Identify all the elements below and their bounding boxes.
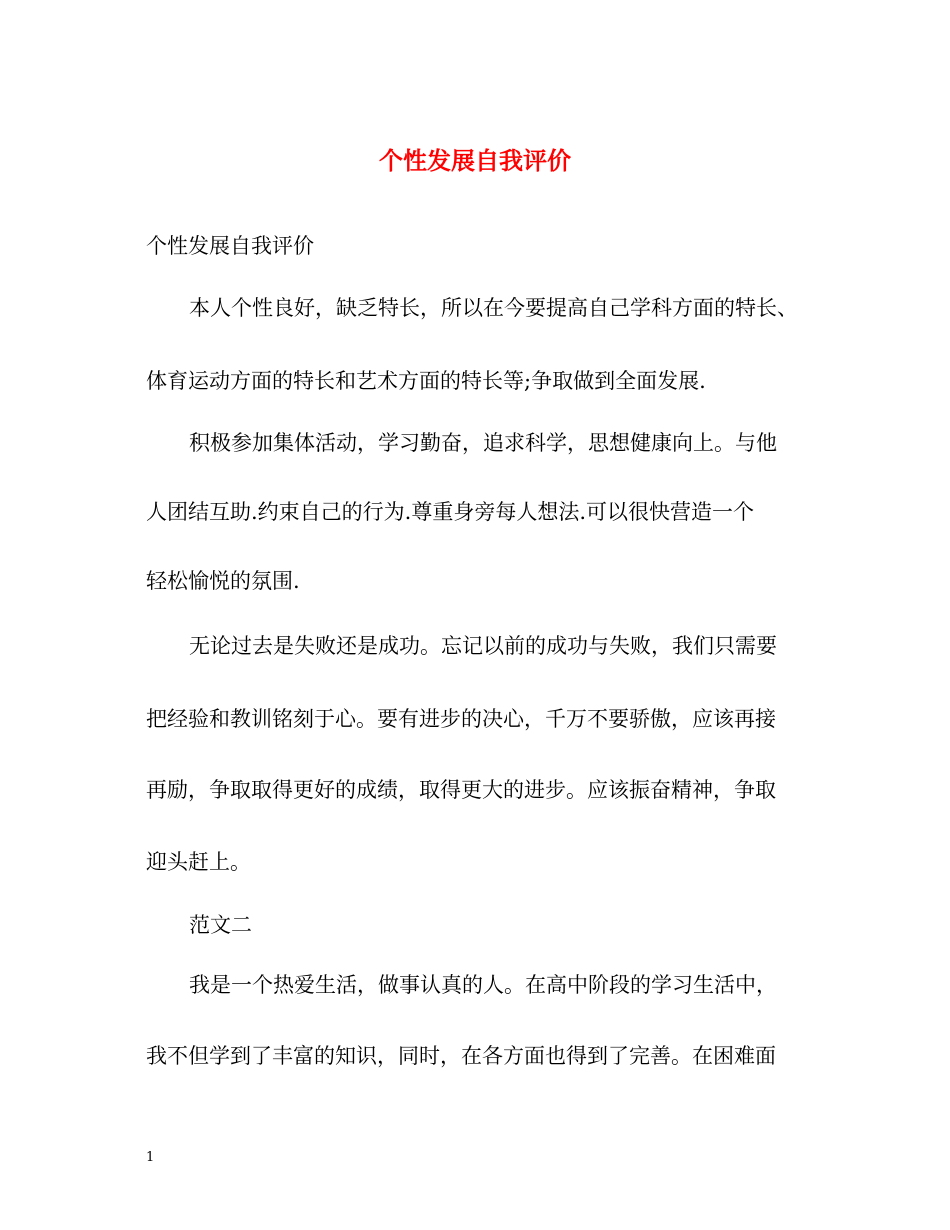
paragraph-line: 迎头赶上。 (146, 850, 251, 874)
paragraph-line: 人团结互助.约束自己的行为.尊重身旁每人想法.可以很快营造一个 (146, 500, 755, 524)
page-number: 1 (146, 1150, 155, 1165)
paragraph-line: 积极参加集体活动，学习勤奋，追求科学，思想健康向上。与他 (189, 431, 777, 455)
section-heading: 范文二 (189, 913, 252, 937)
document-title: 个性发展自我评价 (379, 146, 571, 175)
paragraph-line: 轻松愉悦的氛围. (146, 569, 300, 593)
paragraph-line: 无论过去是失败还是成功。忘记以前的成功与失败，我们只需要 (189, 634, 777, 658)
paragraph-line: 我是一个热爱生活，做事认真的人。在高中阶段的学习生活中， (189, 973, 777, 997)
paragraph-line: 体育运动方面的特长和艺术方面的特长等;争取做到全面发展. (146, 369, 706, 393)
paragraph-line: 本人个性良好，缺乏特长，所以在今要提高自己学科方面的特长、 (189, 296, 798, 320)
paragraph-line: 把经验和教训铭刻于心。要有进步的决心，千万不要骄傲，应该再接 (146, 707, 776, 731)
paragraph-line: 我不但学到了丰富的知识，同时，在各方面也得到了完善。在困难面 (146, 1044, 776, 1068)
paragraph-line: 再励，争取取得更好的成绩，取得更大的进步。应该振奋精神，争取 (146, 778, 776, 802)
subtitle: 个性发展自我评价 (146, 234, 314, 258)
